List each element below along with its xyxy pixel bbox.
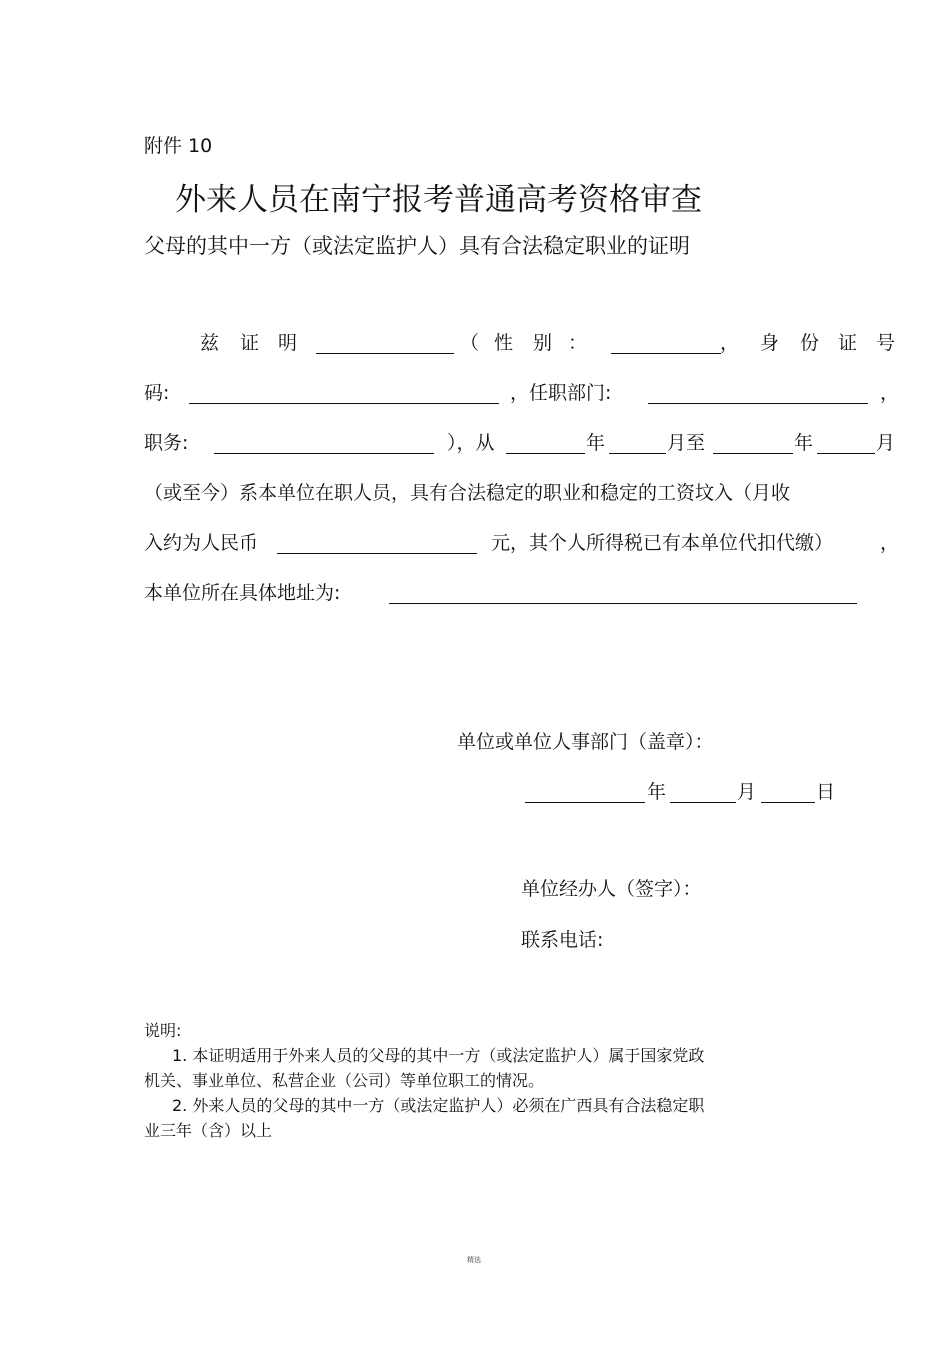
phone-label: 联系电话:	[521, 929, 604, 951]
note-1-line-2: 机关、事业单位、私营企业（公司）等单位职工的情况。	[144, 1071, 545, 1090]
char-ming: 明	[278, 332, 298, 354]
income-label: 入约为人民币	[144, 532, 259, 554]
start-year-blank[interactable]	[506, 452, 585, 454]
handler-label: 单位经办人（签字）：	[521, 878, 702, 900]
document-subtitle: 父母的其中一方（或法定监护人）具有合法稳定职业的证明	[144, 234, 690, 258]
char-zheng2: 证	[838, 332, 858, 354]
notes-heading: 说明:	[144, 1021, 182, 1040]
char-fen: 份	[800, 332, 820, 354]
seal-year-label: 年	[647, 781, 667, 803]
year-label: 年	[586, 432, 606, 454]
month-label: 月	[876, 432, 896, 454]
body-line-4: （或至今）系本单位在职人员，具有合法稳定的职业和稳定的工资坟入（月收	[144, 482, 791, 504]
dept-label: ，任职部门:	[510, 382, 612, 404]
dept-blank[interactable]	[648, 402, 868, 404]
start-month-blank[interactable]	[609, 452, 666, 454]
month-to-label: 月至	[667, 432, 706, 454]
name-blank[interactable]	[316, 352, 454, 354]
paren-open: （	[460, 332, 480, 354]
char-z: 兹	[200, 332, 220, 354]
income-blank[interactable]	[277, 552, 477, 554]
address-blank[interactable]	[389, 602, 857, 604]
colon: ：	[568, 332, 588, 354]
char-xing: 性	[494, 332, 514, 354]
line5-end-comma: ，	[880, 532, 900, 554]
year-label-2: 年	[794, 432, 814, 454]
seal-year-blank[interactable]	[525, 801, 645, 803]
footer-mark: 精选	[467, 1256, 481, 1264]
char-bie: 别	[533, 332, 553, 354]
id-number-blank[interactable]	[189, 402, 499, 404]
end-month-blank[interactable]	[817, 452, 875, 454]
seal-day-blank[interactable]	[761, 801, 815, 803]
position-blank[interactable]	[214, 452, 434, 454]
seal-day-label: 日	[816, 781, 836, 803]
char-hao: 号	[876, 332, 896, 354]
address-label: 本单位所在具体地址为:	[144, 582, 341, 604]
char-shen: 身	[760, 332, 780, 354]
document-title: 外来人员在南宁报考普通高考资格审查	[175, 182, 702, 218]
from-label: ），从	[447, 432, 495, 454]
seal-month-label: 月	[737, 781, 757, 803]
attachment-label: 附件 10	[144, 135, 213, 157]
end-year-blank[interactable]	[713, 452, 793, 454]
seal-label: 单位或单位人事部门（盖章）：	[457, 731, 714, 753]
note-1-line-1: 1. 本证明适用于外来人员的父母的其中一方（或法定监护人）属于国家党政	[172, 1046, 705, 1065]
char-zheng: 证	[240, 332, 260, 354]
comma: ，	[720, 332, 740, 354]
note-2-line-1: 2. 外来人员的父母的其中一方（或法定监护人）必须在广西具有合法稳定职	[172, 1096, 705, 1115]
position-label: 职务:	[144, 432, 189, 454]
note-2-line-2: 业三年（含）以上	[144, 1121, 273, 1140]
seal-month-blank[interactable]	[670, 801, 736, 803]
tax-text: 元，其个人所得税已有本单位代扣代缴）	[491, 532, 834, 554]
id-label-end: 码:	[144, 382, 170, 404]
gender-blank[interactable]	[611, 352, 721, 354]
line2-end-comma: ，	[880, 382, 900, 404]
